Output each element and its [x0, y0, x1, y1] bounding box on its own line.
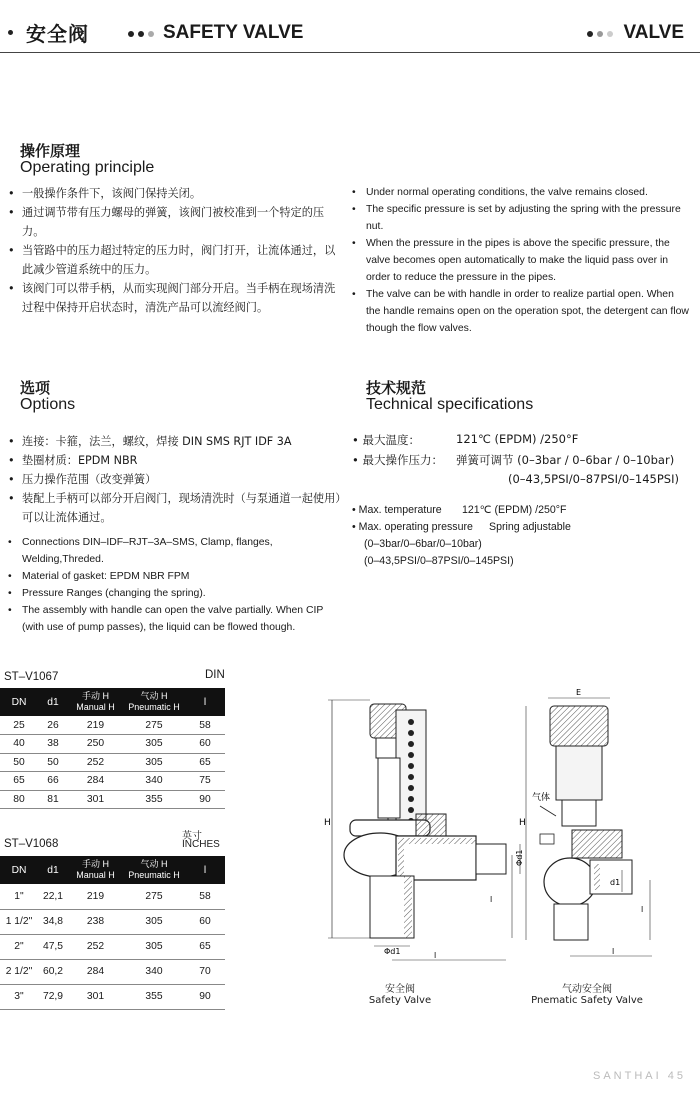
col-pneumatic — [123, 688, 185, 716]
table-cell: 340 — [123, 772, 185, 791]
spring-coil — [408, 752, 414, 758]
spec-max-temp-en — [352, 502, 442, 519]
label-phi-d1-bottom: Φd1 — [384, 947, 401, 956]
table-cell: 90 — [185, 984, 225, 1009]
label-gas: 气体 — [532, 793, 551, 803]
table-cell: 252 — [68, 934, 123, 959]
col-pneumatic-en: Pneumatic H — [128, 870, 180, 880]
max-pressure-psi-cn: (0–43,5PSI/0–87PSI/0–145PSI) — [508, 472, 679, 486]
spec-max-temp-cn — [352, 432, 420, 448]
label-l-pneumatic: l — [641, 905, 644, 914]
body-wall — [398, 838, 404, 878]
table-cell: 305 — [123, 753, 185, 772]
table1 — [0, 688, 225, 809]
max-temp-label-cn: 最大温度： — [362, 433, 420, 447]
caption-cn: 气动安全阀 — [562, 984, 612, 995]
bullet-icon: • — [352, 453, 363, 467]
table-cell: 305 — [123, 735, 185, 754]
operating-list-en — [352, 184, 690, 337]
label-d1: d1 — [610, 878, 621, 887]
table-cell: 50 — [38, 753, 68, 772]
table-cell: 275 — [123, 716, 185, 735]
options-list-en — [8, 534, 338, 636]
max-pressure-value-cn: 弹簧可调节 (0–3bar / 0–6bar / 0–10bar) — [456, 453, 675, 467]
safety-valve-drawing — [324, 700, 524, 960]
max-pressure-psi-en: (0–43,5PSI/0–87PSI/0–145PSI) — [364, 555, 514, 567]
table1-model: ST–V1067 — [4, 671, 59, 683]
table-row — [0, 735, 225, 754]
col-dn: DN — [0, 856, 38, 884]
table-row — [0, 790, 225, 809]
table-cell: 284 — [68, 772, 123, 791]
col-manual-en: Manual H — [76, 870, 115, 880]
bullet-icon: • — [352, 433, 363, 447]
actuator-neck — [562, 800, 596, 826]
table-cell: 2 1/2" — [0, 959, 38, 984]
col-manual — [68, 856, 123, 884]
spec-max-pressure-en — [352, 519, 473, 536]
operating-heading-en: Operating principle — [20, 159, 155, 176]
bullet-icon: • — [352, 504, 359, 516]
bullet-dot-icon — [128, 31, 134, 37]
header-title-cn: 安全阀 — [26, 22, 89, 46]
pneumatic-valve-drawing — [519, 688, 652, 956]
technical-heading-cn: 技术规范 — [366, 379, 427, 397]
list-item: • 当管路中的压力超过特定的压力时，阀门打开，让流体通过，以此减少管道系统中的压力。 — [8, 241, 343, 279]
caption-en: Safety Valve — [368, 995, 432, 1006]
list-item: • When the pressure in the pipes is above the specific pressure, the valve becomes open automatically to make the liquid pass over in order to reduce the pressure in the pipes. — [352, 235, 690, 286]
table-cell: 65 — [185, 934, 225, 959]
max-temp-value-cn: 121℃ (EPDM) /250°F — [456, 432, 579, 446]
spring-coil — [408, 774, 414, 780]
col-pneumatic-en: Pneumatic H — [128, 702, 180, 712]
table-cell: 38 — [38, 735, 68, 754]
table-cell: 66 — [38, 772, 68, 791]
table-cell: 355 — [123, 984, 185, 1009]
bullet-dot-icon — [8, 30, 13, 35]
pneumatic-inlet — [554, 904, 588, 940]
body-wall — [594, 864, 600, 890]
spring-coil — [408, 807, 414, 813]
table-cell: 355 — [123, 790, 185, 809]
bullet-dot-icon — [587, 31, 593, 37]
max-pressure-label-cn: 最大操作压力： — [362, 453, 443, 467]
table-cell: 75 — [185, 772, 225, 791]
page-header — [0, 0, 700, 54]
options-heading-en: Options — [20, 396, 76, 413]
safety-valve-caption — [340, 980, 460, 1006]
operating-list-cn — [8, 184, 343, 317]
footer-brand — [593, 1070, 686, 1082]
actuator-head — [550, 706, 608, 746]
max-temp-value-en: 121℃ (EPDM) /250°F — [462, 504, 567, 516]
list-item: • The assembly with handle can open the valve partially. When CIP (with use of pump passes), the liquid can be flowed though. — [8, 602, 338, 636]
body-wall — [404, 838, 476, 844]
table-cell: 252 — [68, 753, 123, 772]
bullet-dot-icon — [607, 31, 613, 37]
table-header-row — [0, 688, 225, 716]
table2-unit-en: INCHES — [182, 839, 220, 850]
clamp-nut — [416, 814, 446, 838]
bullet-dot-icon — [597, 31, 603, 37]
bullet-icon: • — [352, 521, 359, 533]
table-cell: 70 — [185, 959, 225, 984]
list-item: • 该阀门可以带手柄，从而实现阀门部分开启。当手柄在现场清洗过程中保持开启状态时，清洗产品可以流经阀门。 — [8, 279, 343, 317]
col-d1: d1 — [38, 856, 68, 884]
brand-logo: SANTHAI — [593, 1070, 662, 1082]
header-divider — [0, 52, 700, 53]
table-row — [0, 934, 225, 959]
spring-coil — [408, 763, 414, 769]
spring-coil — [408, 719, 414, 725]
max-pressure-value-en: Spring adjustable — [489, 521, 571, 533]
table-cell: 26 — [38, 716, 68, 735]
table2-unit-cn: 英寸 — [182, 831, 202, 842]
list-item: • Connections DIN–IDF–RJT–3A–SMS, Clamp, flanges, Welding,Threded. — [8, 534, 338, 568]
table2 — [0, 856, 225, 1010]
table-row — [0, 753, 225, 772]
table-row — [0, 716, 225, 735]
valve-drawings — [300, 670, 680, 990]
label-e: E — [576, 688, 582, 697]
gas-port — [540, 834, 554, 844]
header-category: VALVE — [623, 22, 684, 43]
page-number: 45 — [667, 1070, 686, 1082]
list-item: • 连接：卡箍，法兰，螺纹，焊接 DIN SMS RJT IDF 3A — [8, 432, 343, 451]
table-cell: 25 — [0, 716, 38, 735]
list-item: • 垫圈材质：EPDM NBR — [8, 451, 343, 470]
table-cell: 284 — [68, 959, 123, 984]
table-cell: 58 — [185, 884, 225, 909]
col-dn: DN — [0, 688, 38, 716]
table1-standard: DIN — [205, 669, 225, 681]
max-pressure-label-en: Max. operating pressure — [358, 521, 473, 533]
table-cell: 2" — [0, 934, 38, 959]
spring-coil — [408, 730, 414, 736]
table-cell: 40 — [0, 735, 38, 754]
col-manual-cn: 手动 H — [81, 859, 109, 869]
caption-en: Pnematic Safety Valve — [531, 995, 643, 1006]
list-item: • 通过调节带有压力螺母的弹簧，该阀门被校准到一个特定的压力。 — [8, 203, 343, 241]
table-cell: 90 — [185, 790, 225, 809]
pneumatic-valve-caption — [522, 980, 652, 1006]
table-cell: 80 — [0, 790, 38, 809]
list-item: • The valve can be with handle in order to realize partial open. When the handle remains open on the operation spot, the detergent can flow though the flow valves. — [352, 286, 690, 337]
bullet-dot-icon — [138, 31, 144, 37]
table-cell: 58 — [185, 716, 225, 735]
table-header-row — [0, 856, 225, 884]
label-l: l — [434, 951, 437, 960]
pneumatic-clamp — [572, 830, 622, 858]
table-cell: 219 — [68, 884, 123, 909]
bullet-dot-icon — [148, 31, 154, 37]
table-cell: 1 1/2" — [0, 909, 38, 934]
table-cell: 238 — [68, 909, 123, 934]
max-temp-label-en: Max. temperature — [358, 504, 442, 516]
list-item: • 一般操作条件下，该阀门保持关闭。 — [8, 184, 343, 203]
spring-coil — [408, 785, 414, 791]
inlet-wall — [404, 876, 412, 938]
col-l: l — [185, 688, 225, 716]
col-manual-cn: 手动 H — [81, 691, 109, 701]
list-item: • 装配上手柄可以部分开启阀门，现场清洗时（与泵通道一起使用）可以让流体通过。 — [8, 489, 343, 527]
list-item: • Pressure Ranges (changing the spring). — [8, 585, 338, 602]
options-heading-cn: 选项 — [20, 379, 51, 397]
table-cell: 1" — [0, 884, 38, 909]
table-cell: 219 — [68, 716, 123, 735]
stem-guard — [378, 758, 400, 818]
table-cell: 50 — [0, 753, 38, 772]
col-pneumatic-cn: 气动 H — [140, 691, 168, 701]
list-item: • The specific pressure is set by adjusting the spring with the pressure nut. — [352, 201, 690, 235]
col-manual-en: Manual H — [76, 702, 115, 712]
table-cell: 305 — [123, 934, 185, 959]
table-cell: 301 — [68, 984, 123, 1009]
table-cell: 60 — [185, 735, 225, 754]
label-l-vertical: l — [490, 895, 493, 904]
max-pressure-bar-en: (0–3bar/0–6bar/0–10bar) — [364, 538, 482, 550]
table-cell: 34,8 — [38, 909, 68, 934]
spec-max-pressure-cn — [352, 452, 443, 468]
technical-heading-en: Technical specifications — [366, 396, 534, 413]
list-item: • 压力操作范围（改变弹簧） — [8, 470, 343, 489]
table-cell: 60,2 — [38, 959, 68, 984]
label-phi-d1: Φd1 — [515, 849, 524, 866]
table-row — [0, 959, 225, 984]
table-cell: 65 — [0, 772, 38, 791]
table-row — [0, 984, 225, 1009]
table-row — [0, 884, 225, 909]
col-l: l — [185, 856, 225, 884]
table-cell: 72,9 — [38, 984, 68, 1009]
table-cell: 301 — [68, 790, 123, 809]
table-cell: 47,5 — [38, 934, 68, 959]
gas-arrow — [540, 806, 556, 816]
spring-coil — [408, 796, 414, 802]
table-cell: 275 — [123, 884, 185, 909]
table-cell: 340 — [123, 959, 185, 984]
actuator-cylinder — [556, 746, 602, 800]
label-h: H — [324, 818, 331, 828]
caption-cn: 安全阀 — [385, 984, 415, 995]
header-title-en: SAFETY VALVE — [163, 22, 304, 43]
table-cell: 3" — [0, 984, 38, 1009]
table-cell: 22,1 — [38, 884, 68, 909]
label-l-pneumatic-bottom: l — [612, 947, 615, 956]
list-item: • Material of gasket: EPDM NBR FPM — [8, 568, 338, 585]
table-row — [0, 772, 225, 791]
operating-heading-cn: 操作原理 — [20, 142, 81, 160]
table-cell: 81 — [38, 790, 68, 809]
table-cell: 250 — [68, 735, 123, 754]
table2-model: ST–V1068 — [4, 838, 59, 850]
spring-coil — [408, 741, 414, 747]
label-h-pneumatic: H — [519, 818, 526, 828]
col-manual — [68, 688, 123, 716]
options-list-cn — [8, 432, 343, 527]
pneumatic-body — [544, 858, 596, 906]
col-pneumatic-cn: 气动 H — [140, 859, 168, 869]
list-item: • Under normal operating conditions, the valve remains closed. — [352, 184, 690, 201]
table-cell: 305 — [123, 909, 185, 934]
table-cell: 65 — [185, 753, 225, 772]
col-d1: d1 — [38, 688, 68, 716]
col-pneumatic — [123, 856, 185, 884]
side-outlet — [476, 844, 506, 874]
table-row — [0, 909, 225, 934]
table-cell: 60 — [185, 909, 225, 934]
